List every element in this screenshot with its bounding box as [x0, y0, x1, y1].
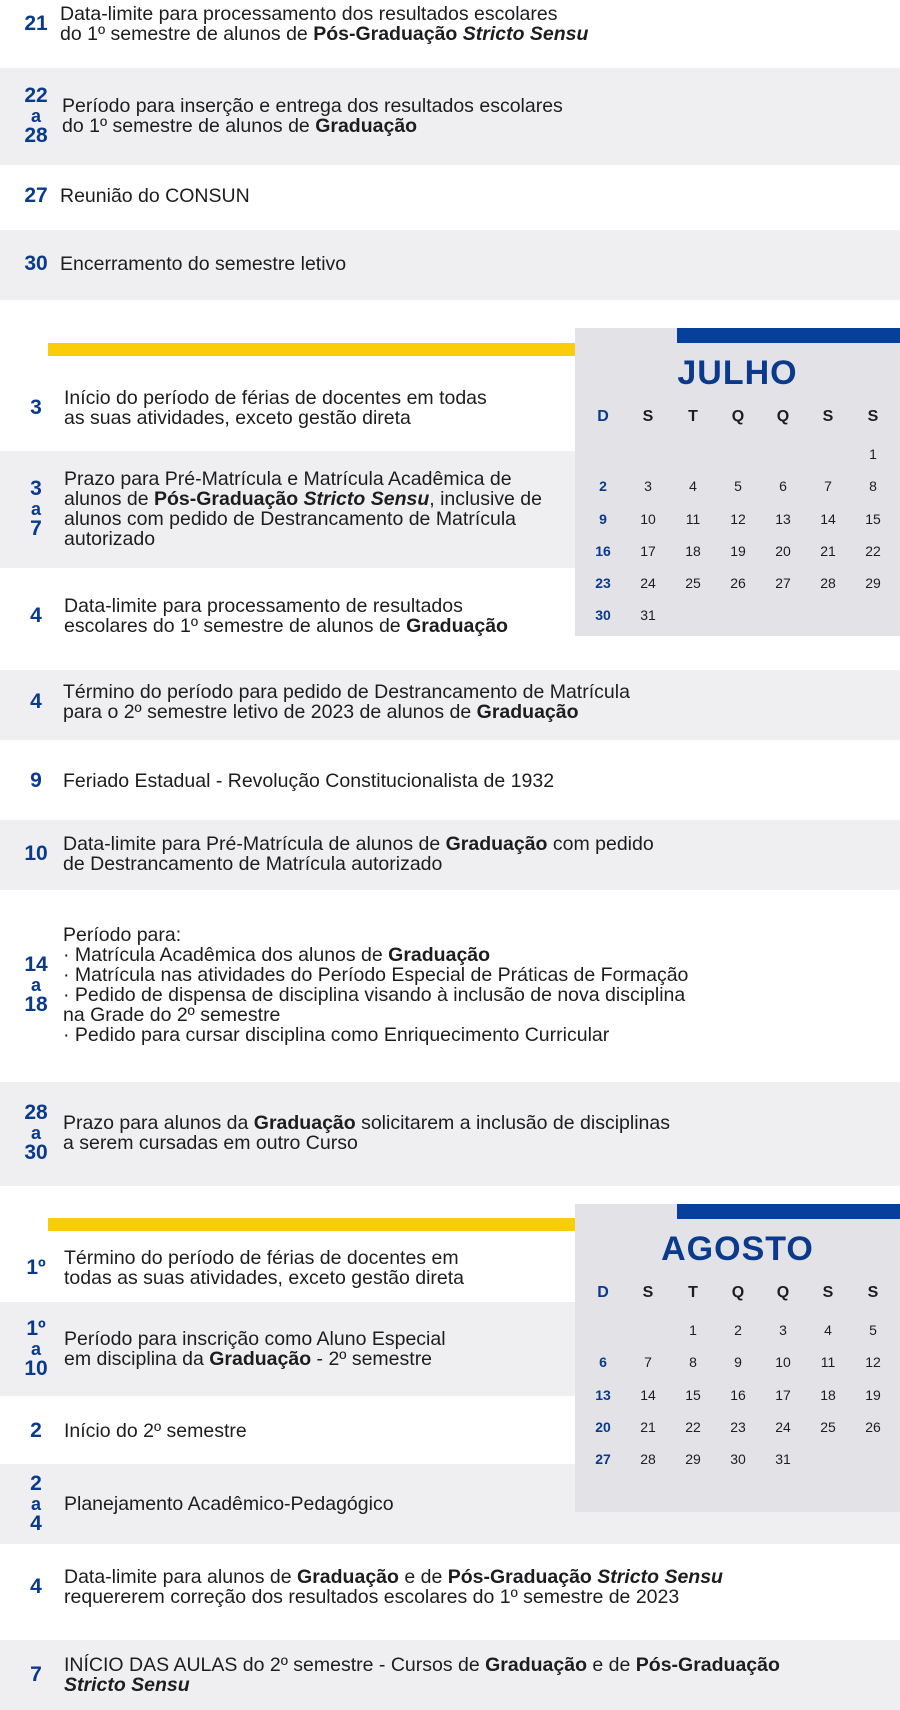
- event-text-line: [62, 116, 563, 136]
- august-calendar-day: 5: [869, 1322, 877, 1338]
- july-calendar-day: 3: [644, 478, 652, 494]
- event-text-segment: alunos de: [64, 488, 154, 510]
- july-calendar-day: 7: [824, 478, 832, 494]
- august-event-date: [0, 1664, 72, 1686]
- august-event-date: [0, 1420, 72, 1442]
- july-calendar-day: 24: [640, 575, 656, 591]
- july-calendar: [575, 328, 900, 636]
- event-date-part: a: [30, 1494, 41, 1514]
- event-text-line: [64, 529, 542, 549]
- event-text-line: [64, 1567, 723, 1587]
- july-calendar-day: 13: [775, 511, 791, 527]
- event-text-segment: e de: [398, 1566, 448, 1588]
- event-text-segment: - 2º semestre: [311, 1348, 433, 1370]
- july-weekday-header: Q: [731, 408, 745, 425]
- july-calendar-day: 11: [685, 511, 701, 527]
- august-event-text: [64, 1329, 446, 1369]
- august-weekday-header: Q: [776, 1284, 790, 1301]
- event-text-segment: Data-limite para Pré-Matrícula de alunos de: [63, 833, 446, 855]
- event-text-segment: requererem correção dos resultados escolares do 1º semestre de 2023: [64, 1586, 680, 1608]
- event-text-line: [63, 1025, 688, 1045]
- event-date-part: 2: [30, 1419, 42, 1442]
- event-text-line: [60, 4, 588, 24]
- august-event-text: [64, 1655, 780, 1695]
- july-calendar-day: 17: [640, 543, 656, 559]
- event-text-line: [60, 186, 250, 206]
- event-text-segment: do 1º semestre de alunos de: [60, 23, 314, 45]
- august-event-text: [64, 1421, 247, 1441]
- august-event-date: [0, 1257, 72, 1279]
- august-calendar: [575, 1204, 900, 1512]
- event-text-line: [63, 945, 688, 965]
- event-text-line: [64, 1494, 394, 1514]
- july-weekday-header: Q: [776, 408, 790, 425]
- event-text-line: [64, 1268, 464, 1288]
- july-calendar-day: 15: [865, 511, 881, 527]
- event-date-part: 30: [24, 252, 48, 275]
- event-text-line: [60, 254, 346, 274]
- event-date-part: 27: [24, 184, 48, 207]
- august-calendar-day: 1: [689, 1322, 697, 1338]
- july-calendar-day: 25: [685, 575, 701, 591]
- event-text-line: [64, 1349, 446, 1369]
- event-text-line: [64, 388, 487, 408]
- event-text-segment: Término do período de férias de docentes em: [64, 1247, 459, 1269]
- event-text-line: [64, 469, 542, 489]
- august-calendar-day: 15: [685, 1387, 701, 1403]
- july-calendar-day: 1: [869, 446, 877, 462]
- event-text-segment: Data-limite para alunos de: [64, 1566, 298, 1588]
- august-calendar-day: 23: [730, 1419, 746, 1435]
- july-event-text: [63, 925, 688, 1045]
- july-event-text: [63, 771, 554, 791]
- july-calendar-day: 22: [865, 543, 881, 559]
- event-date-part: a: [30, 499, 41, 519]
- event-text-line: [63, 854, 654, 874]
- event-text-segment: alunos com pedido de Destrancamento de Matrícula: [64, 508, 517, 530]
- event-text-segment: · Matrícula Acadêmica dos alunos de: [63, 944, 389, 966]
- august-calendar-day: 30: [730, 1451, 746, 1467]
- july-event-text: [64, 596, 508, 636]
- june-event-text: [60, 186, 250, 206]
- july-event-text: [63, 682, 630, 722]
- event-text-segment: Início do 2º semestre: [64, 1420, 247, 1442]
- august-calendar-day: 6: [599, 1354, 607, 1370]
- event-date-part: 14: [24, 953, 48, 976]
- august-calendar-day: 27: [595, 1451, 611, 1467]
- event-date-part: 3: [30, 396, 42, 419]
- event-text-segment: Encerramento do semestre letivo: [60, 253, 347, 275]
- august-calendar-day: 3: [779, 1322, 787, 1338]
- event-text-line: [60, 24, 588, 44]
- event-date-part: 4: [30, 1512, 42, 1535]
- july-weekday-header: T: [688, 408, 698, 425]
- event-text-segment: , inclusive de: [429, 488, 542, 510]
- august-weekday-header: T: [688, 1284, 698, 1301]
- june-event-text: [62, 96, 563, 136]
- event-text-segment: e de: [586, 1654, 636, 1676]
- august-calendar-day: 2: [734, 1322, 742, 1338]
- event-date-part: 4: [30, 690, 42, 713]
- july-event-date: [0, 691, 72, 713]
- event-text-line: [63, 1005, 688, 1025]
- event-text-line: [64, 408, 487, 428]
- july-calendar-day: 26: [730, 575, 746, 591]
- event-date-part: 1º: [26, 1317, 46, 1340]
- august-calendar-day: 25: [820, 1419, 836, 1435]
- august-calendar-day: 26: [865, 1419, 881, 1435]
- july-calendar-day: 14: [820, 511, 836, 527]
- july-event-date: [0, 397, 72, 419]
- event-text-segment: · Matrícula nas atividades do Período Especial de Práticas de Formação: [63, 964, 689, 986]
- event-date-part: 28: [24, 1101, 48, 1124]
- july-calendar-day: 21: [820, 543, 836, 559]
- event-text-segment: escolares do 1º semestre de alunos de: [64, 615, 407, 637]
- august-calendar-day: 24: [775, 1419, 791, 1435]
- august-calendar-title: AGOSTO: [661, 1230, 814, 1268]
- july-calendar-day: 9: [599, 511, 607, 527]
- july-calendar-day: 10: [640, 511, 656, 527]
- event-date-part: a: [30, 1123, 41, 1143]
- event-text-line: [62, 96, 563, 116]
- july-calendar-day: 16: [595, 543, 611, 559]
- event-date-part: 7: [30, 1663, 42, 1686]
- event-text-segment: Início do período de férias de docentes em todas: [64, 387, 487, 409]
- event-text-line: [63, 771, 554, 791]
- event-text-line: [64, 1675, 780, 1695]
- july-calendar-day: 28: [820, 575, 836, 591]
- july-calendar-day: 6: [779, 478, 787, 494]
- july-calendar-day: 20: [775, 543, 791, 559]
- event-text-line: [64, 1248, 464, 1268]
- july-calendar-title: JULHO: [677, 354, 798, 392]
- event-text-line: [64, 596, 508, 616]
- august-calendar-day: 16: [730, 1387, 746, 1403]
- event-text-bold: Graduação: [315, 115, 418, 137]
- event-text-line: [64, 1329, 446, 1349]
- july-weekday-header: S: [642, 408, 654, 425]
- august-calendar-day: 14: [640, 1387, 656, 1403]
- july-calendar-day: 2: [599, 478, 607, 494]
- event-text-line: [63, 834, 654, 854]
- august-calendar-day: 7: [644, 1354, 652, 1370]
- august-calendar-day: 31: [775, 1451, 791, 1467]
- event-text-bold: Stricto Sensu: [64, 1674, 190, 1696]
- event-text-bold: Graduação: [297, 1566, 399, 1588]
- event-date-part: 18: [24, 993, 48, 1016]
- event-text-segment: a serem cursadas em outro Curso: [63, 1132, 358, 1154]
- july-calendar-day: 23: [595, 575, 611, 591]
- event-date-part: 3: [30, 477, 42, 500]
- july-event-text: [64, 469, 542, 549]
- august-calendar-day: 10: [775, 1354, 791, 1370]
- july-event-text: [63, 834, 654, 874]
- august-calendar-day: 19: [865, 1387, 881, 1403]
- july-calendar-day: 29: [865, 575, 881, 591]
- event-text-segment: Reunião do CONSUN: [60, 185, 250, 207]
- august-calendar-day: 29: [685, 1451, 701, 1467]
- event-date-part: 22: [24, 84, 48, 107]
- event-date-part: 28: [24, 124, 48, 147]
- event-text-segment: para o 2º semestre letivo de 2023 de alunos de: [63, 701, 477, 723]
- event-text-bold: Graduação: [209, 1348, 312, 1370]
- july-weekday-header: D: [597, 408, 609, 425]
- event-text-segment: Período para inserção e entrega dos resultados escolares: [62, 95, 563, 117]
- july-event-date: [0, 1102, 72, 1164]
- event-date-part: 10: [24, 1357, 48, 1380]
- event-text-line: [63, 965, 688, 985]
- july-calendar-day: 31: [640, 607, 656, 623]
- august-event-text: [64, 1567, 723, 1607]
- july-accent-bar: [48, 343, 621, 356]
- july-event-date: [0, 843, 72, 865]
- august-calendar-day: 9: [734, 1354, 742, 1370]
- august-calendar-day: 21: [640, 1419, 656, 1435]
- event-date-part: 2: [30, 1472, 42, 1495]
- event-text-bold: Graduação: [253, 1112, 356, 1134]
- event-text-segment: Data-limite para processamento dos resultados escolares: [60, 3, 558, 25]
- event-text-line: [64, 1421, 247, 1441]
- event-text-bold: Graduação: [445, 833, 548, 855]
- event-date-part: a: [30, 975, 41, 995]
- event-text-bold: Pós-Graduação: [313, 23, 463, 45]
- event-text-segment: Prazo para Pré-Matrícula e Matrícula Acadêmica de: [64, 468, 512, 490]
- july-calendar-top-bar: [677, 328, 900, 343]
- june-event-text: [60, 254, 346, 274]
- event-text-line: [63, 1113, 670, 1133]
- event-text-bold: Graduação: [388, 944, 491, 966]
- event-text-segment: INÍCIO DAS AULAS do 2º semestre - Cursos de: [64, 1654, 486, 1676]
- july-weekday-header: S: [867, 408, 879, 425]
- august-weekday-header: S: [822, 1284, 834, 1301]
- event-text-bold: Pós-Graduação: [635, 1654, 780, 1676]
- august-calendar-top-bar: [677, 1204, 900, 1219]
- event-text-bold: Pós-Graduação: [447, 1566, 598, 1588]
- event-date-part: 21: [24, 12, 48, 35]
- july-event-text: [63, 1113, 670, 1153]
- event-text-segment: em disciplina da: [64, 1348, 210, 1370]
- event-text-segment: na Grade do 2º semestre: [63, 1004, 281, 1026]
- event-text-segment: Prazo para alunos da: [63, 1112, 254, 1134]
- july-event-text: [64, 388, 487, 428]
- event-text-bold: Stricto Sensu: [462, 23, 589, 45]
- event-date-part: 4: [30, 1575, 42, 1598]
- july-calendar-day: 19: [730, 543, 746, 559]
- event-text-bold: Stricto Sensu: [597, 1566, 723, 1588]
- august-calendar-day: 4: [824, 1322, 832, 1338]
- july-calendar-day: 27: [775, 575, 791, 591]
- august-calendar-day: 8: [689, 1354, 697, 1370]
- august-event-date: [0, 1473, 72, 1535]
- event-text-bold: Pós-Graduação: [154, 488, 304, 510]
- event-text-segment: Feriado Estadual - Revolução Constitucionalista de 1932: [63, 770, 555, 792]
- august-calendar-day: 28: [640, 1451, 656, 1467]
- august-calendar-day: 20: [595, 1419, 611, 1435]
- event-text-segment: as suas atividades, exceto gestão direta: [64, 407, 411, 429]
- july-calendar-day: 30: [595, 607, 611, 623]
- event-date-part: 7: [30, 517, 42, 540]
- event-text-segment: · Pedido de dispensa de disciplina visando à inclusão de nova disciplina: [63, 984, 686, 1006]
- event-text-line: [63, 1133, 670, 1153]
- august-calendar-day: 18: [820, 1387, 836, 1403]
- july-weekday-header: S: [822, 408, 834, 425]
- event-text-segment: com pedido: [547, 833, 654, 855]
- event-text-segment: todas as suas atividades, exceto gestão direta: [64, 1267, 464, 1289]
- event-text-segment: Período para inscrição como Aluno Especial: [64, 1328, 446, 1350]
- august-weekday-header: S: [642, 1284, 654, 1301]
- event-text-segment: do 1º semestre de alunos de: [62, 115, 316, 137]
- event-text-segment: autorizado: [64, 528, 156, 550]
- august-event-date: [0, 1318, 72, 1380]
- event-text-line: [64, 1587, 723, 1607]
- event-text-line: [64, 616, 508, 636]
- july-calendar-day: 8: [869, 478, 877, 494]
- event-text-segment: Término do período para pedido de Destrancamento de Matrícula: [63, 681, 630, 703]
- august-calendar-day: 22: [685, 1419, 701, 1435]
- event-text-segment: Planejamento Acadêmico-Pedagógico: [64, 1493, 394, 1515]
- event-date-part: 4: [30, 604, 42, 627]
- event-date-part: 9: [30, 769, 42, 792]
- august-event-date: [0, 1576, 72, 1598]
- event-date-part: a: [30, 1339, 41, 1359]
- event-text-segment: solicitarem a inclusão de disciplinas: [355, 1112, 670, 1134]
- event-text-line: [63, 702, 630, 722]
- event-date-part: a: [30, 106, 41, 126]
- event-text-line: [64, 509, 542, 529]
- july-calendar-day: 12: [730, 511, 746, 527]
- event-date-part: 1º: [26, 1256, 46, 1279]
- july-calendar-day: 5: [734, 478, 742, 494]
- event-text-bold: Graduação: [485, 1654, 587, 1676]
- july-event-date: [0, 605, 72, 627]
- july-event-date: [0, 478, 72, 540]
- event-text-line: [64, 489, 542, 509]
- event-text-segment: Período para:: [63, 924, 182, 946]
- july-calendar-day: 18: [685, 543, 701, 559]
- august-calendar-day: 17: [775, 1387, 791, 1403]
- august-event-text: [64, 1494, 394, 1514]
- august-accent-bar: [48, 1218, 621, 1231]
- event-text-bold: Graduação: [476, 701, 579, 723]
- event-text-line: [63, 985, 688, 1005]
- event-text-segment: Data-limite para processamento de resultados: [64, 595, 463, 617]
- august-calendar-day: 11: [820, 1354, 836, 1370]
- event-text-line: [63, 682, 630, 702]
- august-weekday-header: S: [867, 1284, 879, 1301]
- august-calendar-day: 12: [865, 1354, 881, 1370]
- event-text-line: [63, 925, 688, 945]
- august-weekday-header: Q: [731, 1284, 745, 1301]
- event-date-part: 10: [24, 842, 48, 865]
- august-event-text: [64, 1248, 464, 1288]
- event-text-bold: Graduação: [406, 615, 508, 637]
- event-text-segment: · Pedido para cursar disciplina como Enriquecimento Curricular: [63, 1024, 610, 1046]
- july-event-date: [0, 770, 72, 792]
- june-event-text: [60, 4, 588, 44]
- july-calendar-day: 4: [689, 478, 697, 494]
- event-text-bold: Stricto Sensu: [303, 488, 430, 510]
- event-text-line: [64, 1655, 780, 1675]
- event-text-segment: de Destrancamento de Matrícula autorizado: [63, 853, 443, 875]
- july-event-date: [0, 954, 72, 1016]
- august-calendar-day: 13: [595, 1387, 611, 1403]
- august-weekday-header: D: [597, 1284, 609, 1301]
- event-date-part: 30: [24, 1141, 48, 1164]
